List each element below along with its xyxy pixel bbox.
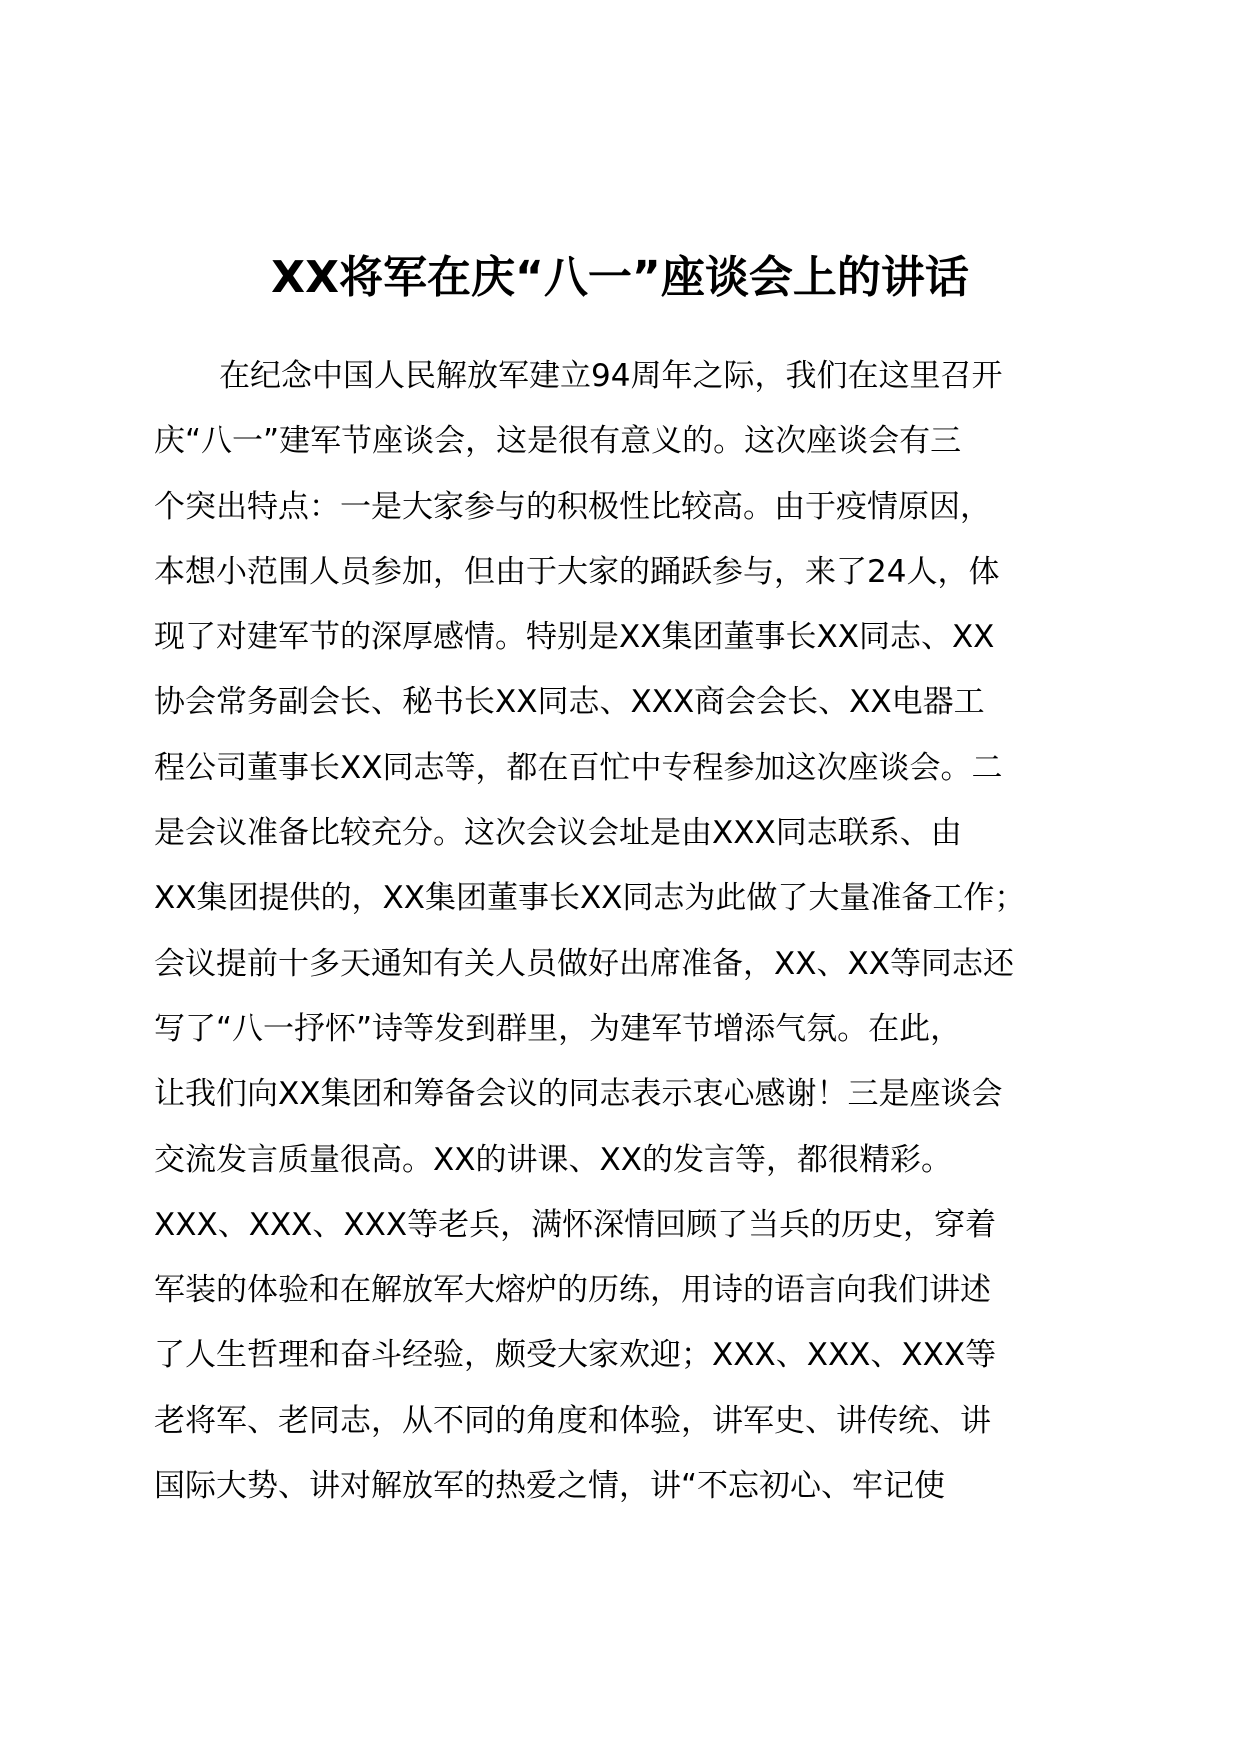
body-line: 在纪念中国人民解放军建立94周年之际，我们在这里召开 <box>219 358 1003 394</box>
document-title: XX将军在庆“八一”座谈会上的讲话 <box>271 252 969 303</box>
body-line: 让我们向XX集团和筹备会议的同志表示衷心感谢！三是座谈会 <box>154 1076 1003 1113</box>
body-line: 是会议准备比较充分。这次会议会址是由XXX同志联系、由 <box>154 815 962 852</box>
body-line: XXX、XXX、XXX等老兵，满怀深情回顾了当兵的历史，穿着 <box>154 1206 997 1243</box>
body-line: 程公司董事长XX同志等，都在百忙中专程参加这次座谈会。二 <box>154 749 1003 786</box>
body-line: 个突出特点：一是大家参与的积极性比较高。由于疫情原因， <box>154 488 991 525</box>
body-line: 了人生哲理和奋斗经验，颇受大家欢迎；XXX、XXX、XXX等 <box>154 1337 997 1374</box>
body-line: 庆“八一”建军节座谈会，这是很有意义的。这次座谈会有三 <box>154 423 962 460</box>
body-line: 军装的体验和在解放军大熔炉的历练，用诗的语言向我们讲述 <box>154 1272 991 1309</box>
body-line: 国际大势、讲对解放军的热爱之情，讲“不忘初心、牢记使 <box>154 1468 946 1505</box>
body-line: 协会常务副会长、秘书长XX同志、XXX商会会长、XX电器工 <box>154 684 985 721</box>
body-line: 现了对建军节的深厚感情。特别是XX集团董事长XX同志、XX <box>154 619 995 656</box>
body-line: XX集团提供的，XX集团董事长XX同志为此做了大量准备工作； <box>154 880 1026 917</box>
body-line: 会议提前十多天通知有关人员做好出席准备，XX、XX等同志还 <box>154 945 1014 982</box>
body-line: 交流发言质量很高。XX的讲课、XX的发言等，都很精彩。 <box>154 1141 952 1178</box>
body-line: 老将军、老同志，从不同的角度和体验，讲军史、讲传统、讲 <box>154 1402 991 1439</box>
body-line: 本想小范围人员参加，但由于大家的踊跃参与，来了24人，体 <box>154 553 1000 590</box>
document-body <box>154 344 1114 1519</box>
body-line: 写了“八一抒怀”诗等发到群里，为建军节增添气氛。在此， <box>154 1010 962 1047</box>
